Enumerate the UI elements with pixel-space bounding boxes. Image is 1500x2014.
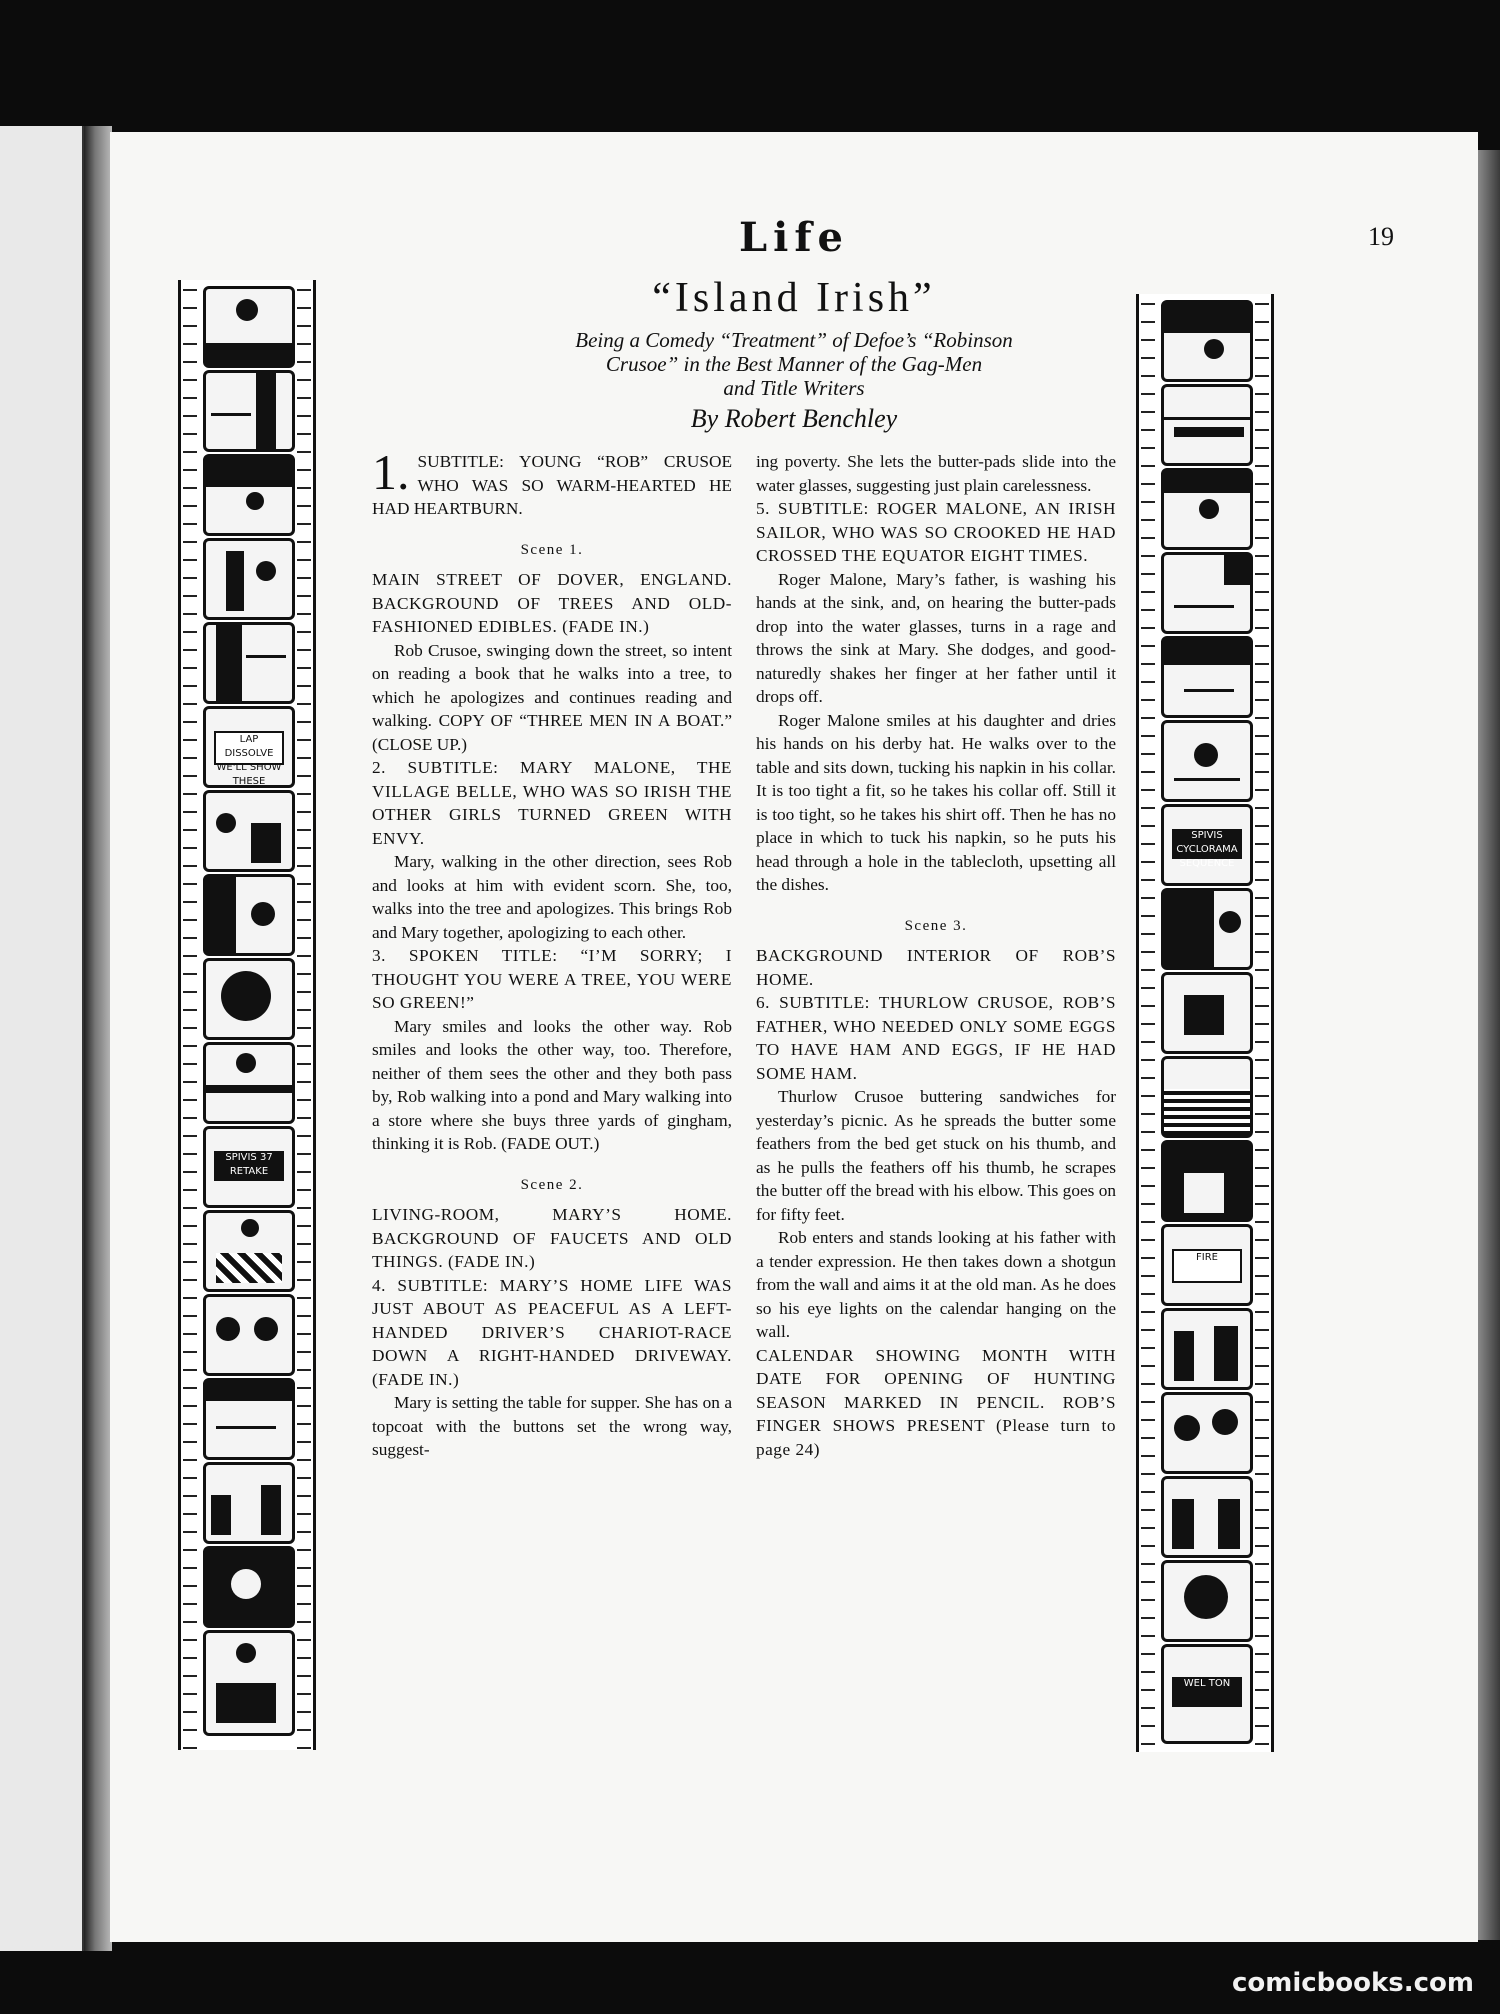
scene-heading bbox=[372, 539, 732, 563]
cartoon-frame bbox=[203, 1630, 295, 1736]
frame-sign-text: SPIVIS CYCLORAMA SEQUENCE bbox=[1172, 829, 1242, 859]
paragraph-text: BACKGROUND INTERIOR OF ROB’S HOME. bbox=[756, 946, 1116, 989]
paragraph-text: MAIN STREET OF DOVER, ENGLAND. BACKGROUND OF TREES AND OLD-FASHIONED EDIBLES. (FADE IN.) bbox=[372, 570, 732, 636]
cartoon-frame bbox=[1161, 384, 1253, 466]
cartoon-frame bbox=[1161, 1308, 1253, 1390]
subtitle-paragraph bbox=[756, 991, 1116, 1085]
paragraph-text: Thurlow Crusoe buttering sandwiches for yesterday’s picnic. As he spreads the butter some feathers from the bed get stuck on his thumb, and as he pulls the feathers off his thumb, he scrapes the butter off the bread with his elbow. This goes on for fifty feet. bbox=[756, 1087, 1116, 1224]
cartoon-frame bbox=[203, 1042, 295, 1124]
cartoon-frame bbox=[1161, 468, 1253, 550]
subtitle-paragraph bbox=[756, 1344, 1116, 1462]
paragraph-text: Rob Crusoe, swinging down the street, so intent on reading a book that he walks into a tree, to which he apologizes and continues reading and walking. COPY OF “THREE MEN IN A BOAT.” (CLOSE UP.) bbox=[372, 640, 732, 754]
film-perforations bbox=[1141, 294, 1155, 1752]
subtitle-paragraph bbox=[372, 756, 732, 850]
cartoon-frame bbox=[203, 958, 295, 1040]
article-column-1 bbox=[372, 444, 732, 1462]
watermark: comicbooks.com bbox=[1231, 1968, 1474, 1998]
subtitle-paragraph bbox=[372, 944, 732, 1015]
body-paragraph bbox=[372, 1015, 732, 1156]
subtitle-paragraph bbox=[372, 1274, 732, 1392]
article-column-2 bbox=[756, 450, 1116, 1461]
body-paragraph bbox=[756, 709, 1116, 897]
scene-heading bbox=[372, 1174, 732, 1198]
body-paragraph bbox=[372, 850, 732, 944]
cartoon-frame bbox=[203, 538, 295, 620]
paragraph-text: 4. SUBTITLE: MARY’S HOME LIFE WAS JUST ABOUT AS PEACEFUL AS A LEFT-HANDED DRIVER’S CHARIOT-RACE DOWN A RIGHT-HANDED DRIVEWAY. (FADE IN.) bbox=[372, 1275, 732, 1389]
page-number: 19 bbox=[1368, 222, 1394, 251]
paragraph-text: Rob enters and stands looking at his father with a tender expression. He then takes down a shotgun from the wall and aims it at the old man. As he does so his eye lights on the calendar hanging on the wall. bbox=[756, 1228, 1116, 1341]
cartoon-frame bbox=[1161, 1056, 1253, 1138]
film-perforations bbox=[1255, 294, 1269, 1752]
frame-sign-text: WEL TON bbox=[1172, 1677, 1242, 1707]
cartoon-frame bbox=[1161, 720, 1253, 802]
cartoon-frame bbox=[203, 1210, 295, 1292]
frame-sign-text: FIRE bbox=[1172, 1249, 1242, 1283]
paragraph-text: 6. SUBTITLE: THURLOW CRUSOE, ROB’S FATHER, WHO NEEDED ONLY SOME EGGS TO HAVE HAM AND EGGS, IF HE HAD SOME HAM. bbox=[756, 993, 1116, 1083]
continued-paragraph bbox=[756, 450, 1116, 497]
cartoon-frame bbox=[1161, 552, 1253, 634]
film-perforations bbox=[183, 280, 197, 1750]
masthead: Life bbox=[739, 214, 849, 261]
paragraph-text: Mary smiles and looks the other way. Rob smiles and looks the other way, too. Therefore, neither of them sees the other and they both pass by, Rob walking into a pond and Mary walking into a store where she buys three yards of gingham, thinking it is Rob. (FADE OUT.) bbox=[372, 1016, 732, 1153]
paragraph-text: Scene 3. bbox=[904, 917, 968, 934]
body-paragraph bbox=[372, 1391, 732, 1462]
scene-heading bbox=[756, 915, 1116, 939]
cartoon-frame bbox=[203, 874, 295, 956]
frame-sign-text: SPIVIS 37 RETAKE bbox=[214, 1151, 284, 1181]
cartoon-frame bbox=[1161, 1392, 1253, 1474]
paragraph-text: ing poverty. She lets the butter-pads slide into the water glasses, suggesting just plain carelessness. bbox=[756, 452, 1116, 495]
subtitle-paragraph bbox=[372, 568, 732, 639]
cartoon-frame bbox=[1161, 888, 1253, 970]
cartoon-frame bbox=[1161, 1476, 1253, 1558]
frame-sign-text: LAP DISSOLVE WE'LL SHOW THESE bbox=[214, 731, 284, 765]
byline: By Robert Benchley bbox=[690, 404, 898, 433]
film-strip-left bbox=[178, 280, 316, 1750]
book-spine bbox=[84, 126, 112, 1951]
subtitle-paragraph bbox=[372, 1203, 732, 1274]
subtitle-line: Being a Comedy “Treatment” of Defoe’s “Robinson bbox=[575, 328, 1013, 352]
cartoon-frame bbox=[1161, 300, 1253, 382]
paragraph-text: Mary is setting the table for supper. She has on a topcoat with the buttons set the wrong way, suggest- bbox=[372, 1393, 732, 1459]
cartoon-frame bbox=[203, 454, 295, 536]
body-paragraph bbox=[756, 568, 1116, 709]
subtitle-paragraph bbox=[756, 944, 1116, 991]
lead-paragraph bbox=[372, 444, 732, 521]
body-paragraph bbox=[756, 1085, 1116, 1226]
paragraph-text: LIVING-ROOM, MARY’S HOME. BACKGROUND OF FAUCETS AND OLD THINGS. (FADE IN.) bbox=[372, 1205, 732, 1271]
drop-cap: 1. bbox=[372, 444, 410, 500]
cartoon-frame-sign bbox=[203, 1126, 295, 1208]
cartoon-frame-sign bbox=[1161, 1644, 1253, 1744]
cartoon-frame bbox=[203, 1462, 295, 1544]
cartoon-frame bbox=[1161, 636, 1253, 718]
subtitle-paragraph bbox=[756, 497, 1116, 568]
subtitle-line: and Title Writers bbox=[723, 376, 865, 400]
cartoon-frame-sign bbox=[203, 706, 295, 788]
paragraph-text: CALENDAR SHOWING MONTH WITH DATE FOR OPENING OF HUNTING SEASON MARKED IN PENCIL. ROB’S FINGER SHOWS PRESENT (Please turn to page 24) bbox=[756, 1345, 1116, 1459]
paragraph-text: Roger Malone smiles at his daughter and dries his hands on his derby hat. He walks over to the table and sits down, tucking his napkin in his collar. It is too tight a fit, so he takes his collar off. Still it is too tight, so he takes his shirt off. Then he has no place in which to tuck his napkin, so he puts his head through a hole in the tablecloth, upsetting all the dishes. bbox=[756, 710, 1116, 894]
cartoon-frame bbox=[203, 1546, 295, 1628]
body-paragraph bbox=[756, 1226, 1116, 1344]
magazine-page bbox=[110, 132, 1478, 1942]
paragraph-text: Scene 2. bbox=[520, 1176, 584, 1193]
cartoon-frame bbox=[203, 286, 295, 368]
cartoon-frame bbox=[203, 790, 295, 872]
paragraph-text: 2. SUBTITLE: MARY MALONE, THE VILLAGE BELLE, WHO WAS SO IRISH THE OTHER GIRLS TURNED GREEN WITH ENVY. bbox=[372, 758, 732, 848]
cartoon-frame-sign bbox=[1161, 1224, 1253, 1306]
cartoon-frame bbox=[1161, 1560, 1253, 1642]
cartoon-frame bbox=[1161, 972, 1253, 1054]
cartoon-frame bbox=[203, 1378, 295, 1460]
film-strip-right bbox=[1136, 294, 1274, 1752]
left-page-edge bbox=[0, 126, 85, 1951]
article-title: “Island Irish” bbox=[652, 275, 936, 321]
paragraph-text: Scene 1. bbox=[520, 541, 584, 558]
paragraph-text: Roger Malone, Mary’s father, is washing his hands at the sink, and, on hearing the butter-pads drop into the water glasses, turns in a rage and throws the sink at Mary. She dodges, and good-naturedly shakes her finger at her father until it drops off. bbox=[756, 569, 1116, 706]
film-perforations bbox=[297, 280, 311, 1750]
cartoon-frame bbox=[203, 622, 295, 704]
paragraph-text: SUBTITLE: YOUNG “ROB” CRUSOE WHO WAS SO WARM-HEARTED HE HAD HEARTBURN. bbox=[372, 452, 732, 518]
subtitle-line: Crusoe” in the Best Manner of the Gag-Men bbox=[605, 352, 983, 376]
cartoon-frame bbox=[1161, 1140, 1253, 1222]
body-paragraph bbox=[372, 639, 732, 757]
cartoon-frame-sign bbox=[1161, 804, 1253, 886]
cartoon-frame bbox=[203, 1294, 295, 1376]
right-page-edge bbox=[1478, 150, 1500, 1940]
paragraph-text: 3. SPOKEN TITLE: “I’M SORRY; I THOUGHT YOU WERE A TREE, YOU WERE SO GREEN!” bbox=[372, 946, 732, 1012]
cartoon-frame bbox=[203, 370, 295, 452]
paragraph-text: Mary, walking in the other direction, sees Rob and looks at him with evident scorn. She, too, walks into the tree and apologizes. This brings Rob and Mary together, apologizing to each other. bbox=[372, 852, 732, 942]
paragraph-text: 5. SUBTITLE: ROGER MALONE, AN IRISH SAILOR, WHO WAS SO CROOKED HE HAD CROSSED THE EQUATOR EIGHT TIMES. bbox=[756, 499, 1116, 565]
